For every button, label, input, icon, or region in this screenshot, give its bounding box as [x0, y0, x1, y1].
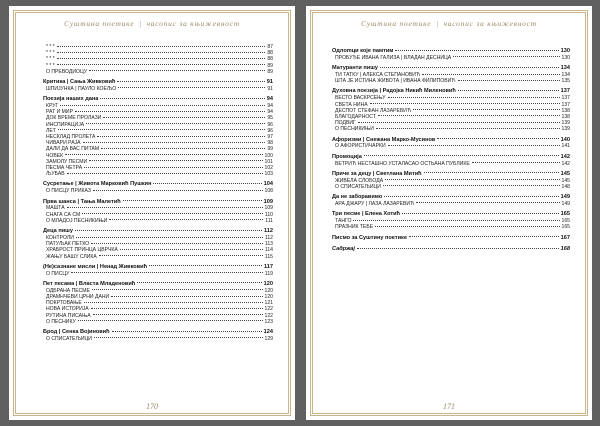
toc-section-heading — [43, 79, 273, 86]
dot-leader — [99, 255, 263, 256]
dot-leader — [424, 172, 559, 173]
dot-leader — [65, 154, 262, 155]
toc-page-number: 167 — [560, 234, 570, 241]
table-of-contents — [43, 44, 273, 342]
toc-page-number: 110 — [264, 211, 273, 218]
toc-title: НЕСКЛАД ПРОЛЕТА — [46, 134, 96, 141]
toc-page-number: 99 — [267, 146, 273, 153]
toc-page-number: 98 — [267, 140, 273, 147]
dot-leader — [86, 123, 265, 124]
toc-entry — [43, 86, 273, 92]
toc-page-number: 96 — [267, 127, 273, 134]
toc-title: * * * — [46, 56, 55, 63]
toc-page-number: 129 — [264, 335, 273, 342]
toc-page-number: 148 — [561, 183, 570, 190]
toc-page-number: 137 — [561, 101, 570, 108]
dot-leader — [437, 138, 558, 139]
toc-section-heading — [332, 211, 570, 218]
header-separator: | — [435, 19, 439, 28]
dot-leader — [94, 337, 263, 338]
toc-title: МАШТА — [46, 205, 65, 212]
toc-page-number: 88 — [267, 50, 273, 57]
toc-title: НОВА ИСТОРИЈА — [46, 306, 89, 313]
toc-title: КРУГ — [46, 103, 59, 110]
dot-leader — [67, 207, 263, 208]
toc-page-number: 100 — [264, 152, 273, 159]
toc-entry — [332, 78, 570, 84]
dot-leader — [153, 183, 261, 184]
toc-page-number: 94 — [266, 96, 273, 103]
dot-leader — [458, 90, 559, 91]
toc-entry — [332, 224, 570, 230]
toc-title: РАТ И МИР — [46, 109, 73, 116]
toc-page-number: 112 — [264, 235, 273, 241]
toc-entry — [43, 171, 273, 177]
toc-title: СВЕТА НИНА — [335, 101, 368, 108]
toc-page-number: 145 — [560, 170, 570, 177]
toc-page-number: 91 — [267, 85, 273, 92]
dot-leader — [57, 52, 266, 53]
dot-leader — [78, 320, 263, 321]
toc-title: Сусретање | Живота Марковић Пушкин — [43, 181, 152, 188]
dot-leader — [383, 185, 560, 186]
toc-page-number: 114 — [264, 247, 273, 254]
toc-title: ДОК ВРЕМЕ ПРОЛАЗИ — [46, 115, 102, 122]
dot-leader — [118, 87, 265, 88]
toc-title: О ПРЕВОДИОЦУ — [46, 68, 87, 75]
toc-page-number: 91 — [266, 79, 273, 86]
toc-page-number: 130 — [560, 48, 570, 54]
toc-page-number: 137 — [560, 88, 570, 95]
dot-leader — [378, 115, 560, 116]
toc-page-number: 135 — [561, 78, 570, 85]
dot-leader — [60, 105, 265, 106]
dot-leader — [89, 70, 265, 71]
dot-leader — [472, 162, 560, 163]
toc-page-number: 117 — [263, 263, 273, 270]
dot-leader — [109, 219, 263, 220]
toc-page-number: 113 — [264, 241, 273, 248]
dot-leader — [101, 148, 265, 149]
toc-page-number: 138 — [561, 113, 570, 120]
toc-title: ВЕСТО ВАСКРСЕЊУ — [335, 95, 386, 102]
dot-leader — [100, 98, 264, 99]
toc-page-number: 104 — [263, 181, 273, 188]
toc-page-number: 109 — [264, 205, 273, 212]
dot-leader — [395, 50, 558, 51]
toc-page-number: 95 — [267, 115, 273, 122]
toc-title: О МЛАДОЈ ПЕСНИКИЊИ — [46, 217, 108, 224]
dot-leader — [364, 155, 559, 156]
toc-page-number: 89 — [267, 68, 273, 75]
dot-leader — [120, 249, 263, 250]
dot-leader — [357, 248, 559, 249]
toc-title: О СПИСАТЕЉИЦИ — [335, 183, 381, 190]
toc-title: ПАТУЉАК ПЕТКО — [46, 241, 90, 248]
dot-leader — [103, 117, 265, 118]
toc-title: ИНСПИРАЦИЈА — [46, 121, 85, 128]
toc-title: ЉУБАВ — [46, 171, 65, 178]
toc-title: ХРАБРОСТ ПРИНЦА ЦВРЧКА — [46, 247, 118, 254]
toc-page-number: 139 — [561, 120, 570, 127]
header-title: Суштина поетике — [361, 19, 432, 28]
toc-section-heading — [43, 281, 273, 288]
dot-leader — [67, 173, 263, 174]
toc-title: О ПЕСНИКИЊИ — [335, 126, 374, 133]
dot-leader — [112, 331, 262, 332]
dot-leader — [453, 56, 559, 57]
toc-page-number: 109 — [263, 198, 273, 205]
dot-leader — [384, 196, 558, 197]
toc-page-number: 103 — [264, 171, 273, 178]
header-subtitle: часопис за књижевност — [443, 19, 537, 28]
dot-leader — [83, 142, 266, 143]
toc-page-number: 130 — [561, 54, 570, 61]
dot-leader — [117, 81, 264, 82]
toc-entry — [332, 161, 570, 167]
toc-title: БЛАГОДАРНОСТ — [335, 113, 376, 120]
toc-entry — [43, 336, 273, 342]
toc-title: Прва шанса | Тања Малетић — [43, 198, 121, 205]
toc-title: Духовна поезија | Радојка Никић Миленовић — [332, 88, 456, 95]
dot-leader — [84, 302, 263, 303]
toc-page-number: 149 — [561, 200, 570, 207]
dot-leader — [57, 58, 266, 59]
toc-title: ЧОВЕК — [46, 152, 64, 159]
dot-leader — [375, 226, 559, 227]
toc-title: Писмо за Суштину поетике — [332, 234, 407, 241]
toc-entry — [43, 188, 273, 194]
toc-entry — [43, 254, 273, 260]
toc-page-number: 115 — [264, 253, 273, 260]
dot-leader — [89, 160, 262, 161]
toc-page-number: 96 — [267, 121, 273, 128]
toc-page-number: 94 — [267, 109, 273, 116]
dot-leader — [82, 213, 263, 214]
toc-title: ТИ ТАТКУ | АЛЕКСА СТЕПАНОВИЋ — [335, 72, 421, 79]
toc-title: ЖИВЕЛА СЛОБОДА — [335, 177, 384, 184]
toc-page-number: 137 — [561, 95, 570, 102]
right-page — [306, 6, 592, 420]
toc-section-heading — [332, 88, 570, 95]
dot-leader — [388, 145, 560, 146]
toc-title: Одлomци које памтим — [332, 48, 394, 54]
toc-page-number: 165 — [561, 218, 570, 225]
page-number: 171 — [443, 402, 455, 411]
toc-entry — [332, 201, 570, 207]
dot-leader — [370, 103, 560, 104]
toc-title: АРА ДЖАРУ | ЛАЗА ЛАЗАРЕВИЋ — [335, 200, 415, 207]
toc-entry — [332, 143, 570, 149]
toc-title: ВЕТРИЋ НЕСТАШНО УСТАЛАСАО ОСТЬАНА ПУБЛИКЕ — [335, 160, 470, 167]
toc-page-number: 119 — [264, 270, 273, 277]
toc-page-number: 139 — [561, 126, 570, 133]
toc-title: О СПИСАТЕЉИЦИ — [46, 335, 92, 342]
toc-title: Промоција — [332, 153, 362, 160]
header-separator: | — [138, 19, 142, 28]
dot-leader — [75, 230, 262, 231]
toc-page-number: 111 — [265, 217, 273, 224]
toc-title: Матуранти пишу — [332, 65, 378, 72]
toc-title: ПОДВИГ — [335, 120, 356, 127]
table-of-contents — [332, 44, 570, 253]
toc-page-number: 165 — [561, 224, 570, 231]
dot-leader — [93, 314, 263, 315]
toc-page-number: 89 — [267, 62, 273, 69]
toc-title: ПЕСМА ЧЕТРА — [46, 165, 83, 172]
toc-section-heading — [332, 171, 570, 178]
running-header — [306, 19, 592, 28]
dot-leader — [76, 237, 263, 238]
toc-entry — [43, 69, 273, 75]
dot-leader — [93, 190, 263, 191]
toc-title: О ПЕСНИКУ — [46, 318, 76, 325]
toc-entry — [332, 126, 570, 132]
dot-leader — [422, 74, 559, 75]
dot-leader — [353, 220, 559, 221]
dot-leader — [137, 282, 261, 283]
dot-leader — [388, 97, 560, 98]
toc-title: Брод | Сенка Војиновић — [43, 329, 110, 336]
toc-title: О ПИСЦУ ПРИКАЗ — [46, 188, 91, 195]
toc-title: ДЕСПОТ СТЕФАН ЛАЗАРЕВИЋ — [335, 107, 412, 114]
toc-title: ОДБРАНА ПЕСМЕ — [46, 287, 90, 294]
dot-leader — [458, 80, 560, 81]
toc-title: ДРАМНЧЕВИ ЦРНИ ДАНИ — [46, 294, 110, 301]
toc-entry — [43, 319, 273, 325]
toc-page-number: 120 — [264, 287, 273, 294]
toc-title: * * * — [46, 50, 55, 57]
toc-title: ЛЕТ — [46, 127, 56, 134]
toc-page-number: 165 — [560, 211, 570, 218]
toc-title: ПОКРТОВАЊЕ — [46, 300, 82, 307]
dot-leader — [413, 109, 559, 110]
toc-section-heading — [43, 96, 273, 103]
toc-section-heading — [332, 137, 570, 144]
toc-title: ДАЛИ ДА ВАС ПИТАМ — [46, 146, 100, 153]
toc-entry — [332, 184, 570, 190]
toc-section-heading — [43, 199, 273, 206]
toc-title: ПРАЗНИК ТЕБЕ — [335, 224, 374, 231]
page-number: 170 — [146, 402, 158, 411]
toc-page-number: 134 — [561, 72, 570, 79]
toc-page-number: 94 — [267, 103, 273, 110]
dot-leader — [84, 167, 262, 168]
toc-title: Садржај — [332, 246, 355, 253]
dot-leader — [92, 289, 263, 290]
toc-title: СНАГА СА СМ — [46, 211, 81, 218]
toc-contents-entry — [332, 246, 570, 253]
dot-leader — [91, 243, 263, 244]
header-subtitle: часопис за књижевност — [146, 19, 240, 28]
toc-page-number: 142 — [561, 160, 570, 167]
toc-title: (Не)сазнане мисли | Ненад Живковић — [43, 263, 148, 270]
toc-page-number: 168 — [560, 246, 570, 253]
dot-leader — [97, 136, 265, 137]
dot-leader — [402, 213, 559, 214]
toc-section-heading — [43, 228, 273, 235]
toc-title: О АФОРИСТИЧАРКИ — [335, 143, 386, 150]
toc-title: * * * — [46, 44, 55, 50]
toc-page-number: 123 — [264, 318, 273, 325]
toc-title: Критика | Сања Живковић — [43, 79, 116, 86]
toc-entry — [332, 55, 570, 61]
toc-page-number: 87 — [267, 44, 273, 50]
toc-title: ШТА ЈЕ ИСТИНА ЖИВОТА | ИВАНА ФИЛИПОВИЋ — [335, 78, 456, 85]
toc-page-number: 122 — [264, 306, 273, 313]
toc-title: ЗАМОЛУ ПЕСМИ — [46, 158, 88, 165]
toc-section-heading — [43, 264, 273, 271]
dot-leader — [57, 64, 266, 65]
toc-section-heading — [332, 65, 570, 72]
toc-title: Деца пишу — [43, 228, 73, 235]
toc-title: ЧИВАРИ РАЈА — [46, 140, 81, 147]
dot-leader — [385, 179, 559, 180]
toc-page-number: 97 — [267, 134, 273, 141]
toc-section-heading — [332, 48, 570, 55]
dot-leader — [57, 46, 266, 47]
toc-page-number: 142 — [560, 153, 570, 160]
dot-leader — [123, 200, 262, 201]
toc-entry — [43, 271, 273, 277]
toc-section-heading — [43, 329, 273, 336]
toc-section-heading — [332, 154, 570, 161]
left-page — [9, 6, 295, 420]
dot-leader — [358, 122, 560, 123]
running-header — [9, 19, 295, 28]
header-title: Суштина поетике — [64, 19, 135, 28]
toc-page-number: 108 — [264, 188, 273, 195]
toc-title: Пет песама | Власта Младеновић — [43, 280, 136, 287]
dot-leader — [91, 308, 263, 309]
toc-section-heading — [43, 181, 273, 188]
dot-leader — [380, 67, 559, 68]
dot-leader — [71, 272, 262, 273]
toc-title: Поезија наших дана — [43, 96, 99, 103]
toc-title: Приче за децу | Светлана Митић — [332, 170, 422, 177]
toc-page-number: 140 — [560, 136, 570, 143]
toc-page-number: 122 — [264, 312, 273, 319]
toc-title: О ПИСЦУ — [46, 270, 70, 277]
dot-leader — [149, 265, 262, 266]
toc-page-number: 112 — [263, 228, 273, 235]
toc-page-number: 101 — [264, 158, 273, 165]
toc-page-number: 88 — [267, 56, 273, 63]
toc-section-heading — [332, 194, 570, 201]
dot-leader — [58, 129, 265, 130]
toc-page-number: 121 — [264, 300, 273, 307]
toc-title: Афоризми | Снежана Марко-Мусинов — [332, 136, 436, 143]
toc-page-number: 149 — [560, 194, 570, 201]
toc-title: Да не заборавимо — [332, 194, 383, 201]
toc-title: ПРОБУЂЕ ИВАНА ГАЛИЗА | ВЛАДАН ДЕСНИЦА — [335, 54, 452, 61]
toc-title: КОНТРОЛИ — [46, 235, 74, 241]
toc-page-number: 138 — [561, 107, 570, 114]
dot-leader — [75, 111, 265, 112]
toc-page-number: 145 — [561, 177, 570, 184]
toc-title: РУТИНА ПИСАЊА — [46, 312, 91, 319]
toc-page-number: 124 — [263, 329, 273, 336]
toc-title: * * * — [46, 62, 55, 69]
toc-title: Три песме | Елена Хотић — [332, 211, 400, 218]
toc-entry — [43, 218, 273, 224]
toc-title: ТАНГО — [335, 218, 352, 225]
toc-page-number: 120 — [263, 280, 273, 287]
toc-title: ЖАЊУ БАШУ СЛИКА — [46, 253, 97, 260]
dot-leader — [409, 236, 559, 237]
toc-page-number: 120 — [264, 294, 273, 301]
dot-leader — [416, 202, 559, 203]
toc-page-number: 134 — [560, 65, 570, 72]
toc-title: ШПИЈУНКА | ПАУЛО КОЕЉО — [46, 85, 117, 92]
dot-leader — [111, 296, 262, 297]
dot-leader — [376, 128, 560, 129]
toc-page-number: 102 — [264, 165, 273, 172]
toc-section-heading — [332, 235, 570, 242]
toc-page-number: 141 — [561, 143, 570, 150]
